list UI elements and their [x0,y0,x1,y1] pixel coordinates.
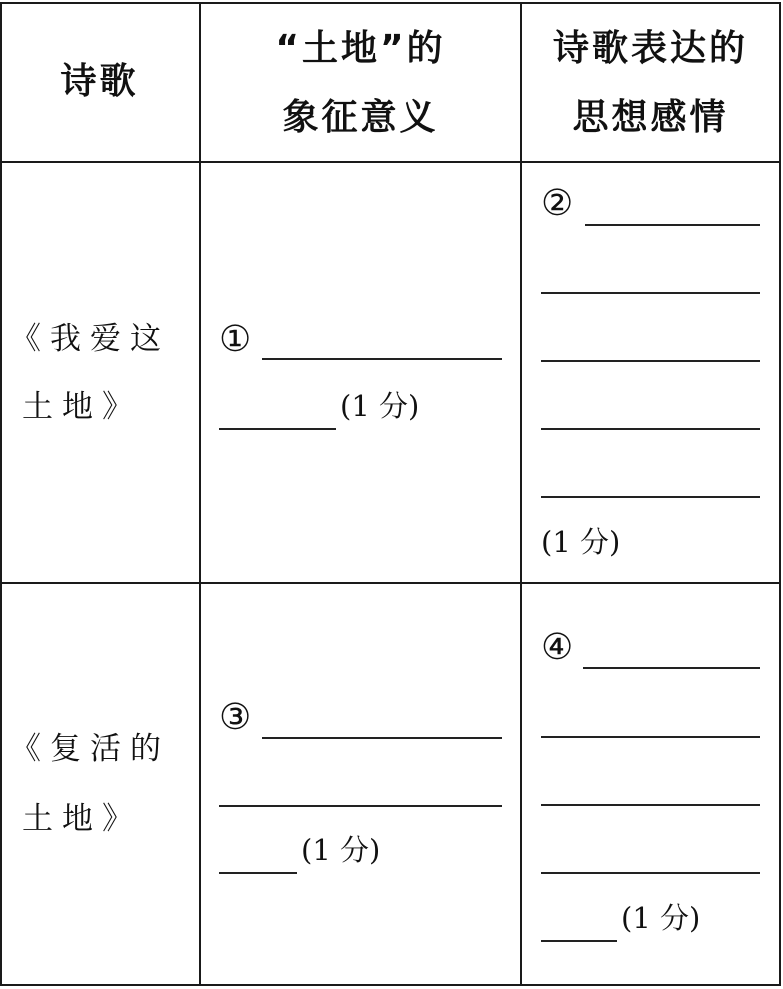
answer-blank[interactable] [262,358,502,360]
answer-blank[interactable] [219,872,297,874]
score-label: (1 分) [301,833,381,867]
answer-blank[interactable] [541,428,760,430]
score-label: (1 分) [621,901,701,935]
header-symbol-line1: “土地”的 [275,28,446,69]
header-feeling-line1: 诗歌表达的 [552,28,748,69]
header-feeling-line2: 思想感情 [572,97,729,138]
table-border-left [0,2,2,986]
answer-blank[interactable] [541,872,760,874]
circled-number-4: ④ [541,627,574,668]
header-poem: 诗歌 [60,61,139,102]
poem-title-1-line2: 土地》 [22,389,142,425]
table-border-bottom [0,984,781,986]
score-label: (1 分) [340,389,420,423]
poem-title-2-line1: 《复活的 [10,731,170,767]
answer-blank[interactable] [541,804,760,806]
table-divider-col1 [199,2,201,986]
circled-number-3: ③ [219,697,252,738]
answer-blank[interactable] [541,736,760,738]
answer-blank[interactable] [219,428,336,430]
table-divider-col2 [520,2,522,986]
answer-blank[interactable] [583,667,760,669]
poem-title-1-line1: 《我爱这 [10,321,170,357]
circled-number-1: ① [219,319,252,360]
answer-blank[interactable] [541,496,760,498]
score-label: (1 分) [541,525,621,559]
table-border-top [0,2,781,4]
answer-blank[interactable] [541,292,760,294]
circled-number-2: ② [541,183,574,224]
answer-blank[interactable] [585,224,760,226]
table-divider-row [0,582,781,584]
header-symbol-line2: 象征意义 [282,97,439,138]
table-border-right [779,2,781,986]
table-divider-header [0,161,781,163]
answer-blank[interactable] [541,360,760,362]
answer-blank[interactable] [262,737,502,739]
poem-title-2-line2: 土地》 [22,801,142,837]
answer-blank[interactable] [541,940,617,942]
answer-blank[interactable] [219,805,502,807]
